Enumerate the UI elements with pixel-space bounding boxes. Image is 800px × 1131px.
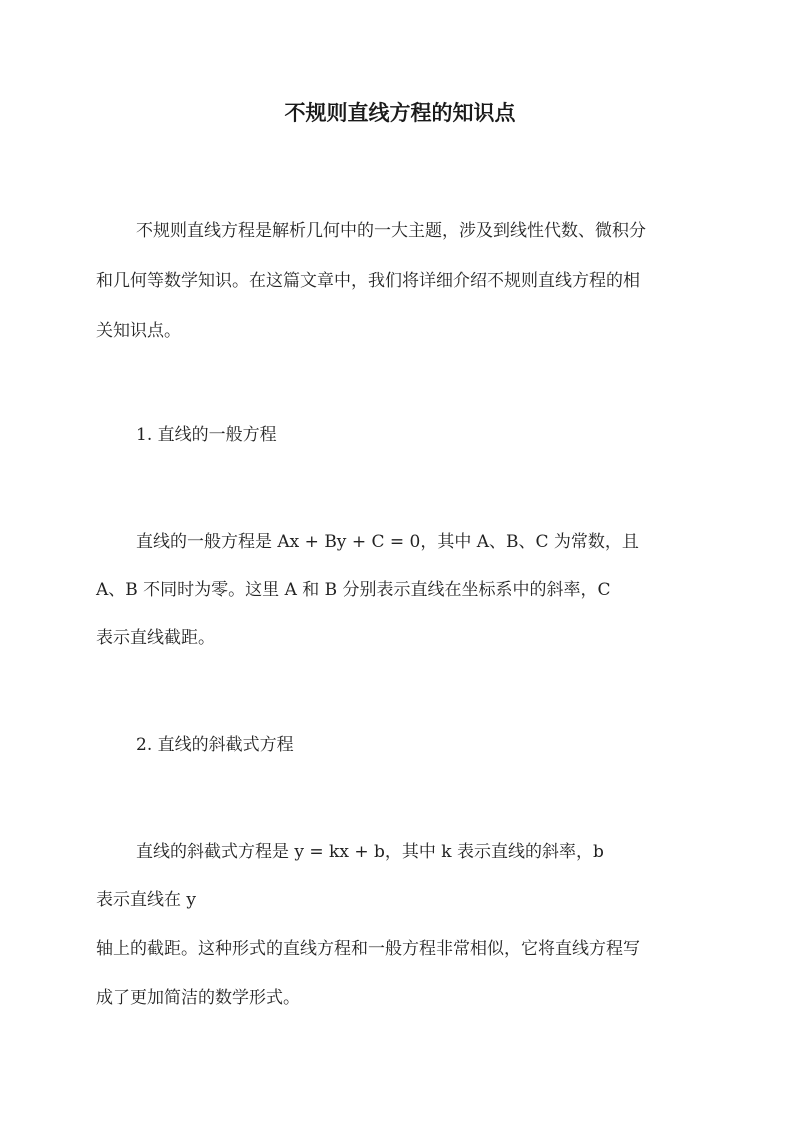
- section-2-line-3: 轴上的截距。这种形式的直线方程和一般方程非常相似，它将直线方程写: [96, 939, 640, 959]
- section-1-line-2: A、B 不同时为零。这里 A 和 B 分别表示直线在坐标系中的斜率，C: [96, 580, 611, 600]
- section-2-heading: 2. 直线的斜截式方程: [136, 735, 294, 755]
- section-2-line-4: 成了更加简洁的数学形式。: [96, 988, 300, 1008]
- section-1-line-1: 直线的一般方程是 Ax + By + C = 0，其中 A、B、C 为常数，且: [136, 532, 639, 552]
- section-2-line-1: 直线的斜截式方程是 y = kx + b，其中 k 表示直线的斜率，b: [136, 842, 604, 862]
- intro-line-2: 和几何等数学知识。在这篇文章中，我们将详细介绍不规则直线方程的相: [96, 271, 640, 291]
- section-2-line-2: 表示直线在 y: [96, 890, 197, 910]
- intro-line-1: 不规则直线方程是解析几何中的一大主题，涉及到线性代数、微积分: [136, 221, 646, 241]
- page-title: 不规则直线方程的知识点: [284, 100, 516, 125]
- intro-line-3: 关知识点。: [96, 321, 181, 341]
- section-1-line-3: 表示直线截距。: [96, 628, 215, 648]
- section-1-heading: 1. 直线的一般方程: [136, 425, 277, 445]
